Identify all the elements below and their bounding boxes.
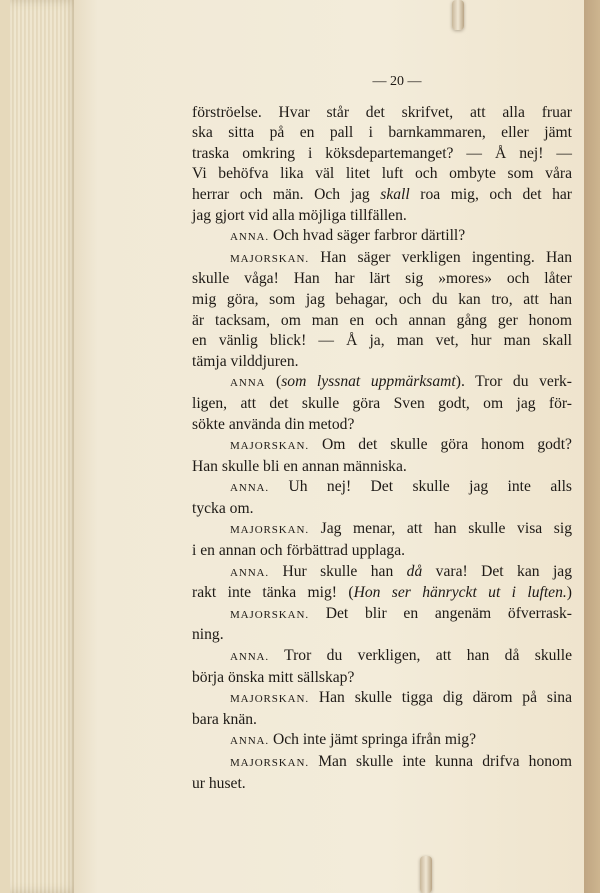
- text-line: [192, 688, 572, 710]
- text-line: [192, 185, 572, 206]
- line-text: (: [276, 373, 282, 391]
- text-line: [192, 144, 572, 165]
- text-line: [192, 604, 572, 626]
- stage-direction: som lyssnat uppmärksamt: [281, 373, 456, 391]
- text-line: [192, 774, 572, 795]
- text-line: [192, 668, 572, 689]
- line-text: i en annan och förbättrad upplaga.: [192, 542, 406, 560]
- text-line: [192, 103, 572, 124]
- speaker-name: MAJORSKAN.: [230, 524, 309, 537]
- page-stack: [10, 0, 80, 893]
- facing-page-edge: [584, 0, 600, 893]
- text-line: [192, 269, 572, 290]
- line-text: är tacksam, om man en och annan gång ger honom: [192, 311, 572, 329]
- line-text: ning.: [192, 626, 224, 644]
- line-text: tämja vilddjuren.: [192, 352, 299, 370]
- text-line: [192, 372, 572, 394]
- text-line: [192, 226, 572, 248]
- line-text: Tror du verkligen, att han då skulle: [284, 647, 573, 665]
- speaker-name: MAJORSKAN.: [230, 440, 309, 453]
- line-text: Uh nej! Det skulle jag inte alls: [288, 478, 572, 496]
- text-line: [192, 290, 572, 311]
- line-text: Vi behöfva lika väl litet luft och ombyte som våra: [192, 165, 572, 183]
- line-text: Han skulle bli en annan människa.: [192, 457, 407, 475]
- text-line: [192, 248, 572, 270]
- page-clip-top: [452, 0, 464, 30]
- text-line: [192, 625, 572, 646]
- page-number: — 20 —: [372, 74, 422, 89]
- line-text: sökte använda din metod?: [192, 415, 355, 433]
- speaker-name: ANNA.: [230, 482, 270, 495]
- line-text: Man skulle inte kunna drifva honom: [318, 753, 572, 770]
- speaker-name: ANNA.: [230, 651, 270, 664]
- line-text: bara knän.: [192, 710, 257, 728]
- text-line: [192, 646, 572, 668]
- line-text: förströelse. Hvar står det skrifvet, att alla fruar: [192, 103, 572, 121]
- line-text: roa mig, och det har: [409, 185, 572, 203]
- text-line: [192, 730, 572, 752]
- line-text: mig göra, som jag behagar, och du kan tro, att han: [192, 290, 572, 308]
- line-text: tycka om.: [192, 499, 254, 517]
- line-text: jag gjort vid alla möjliga tillfällen.: [192, 206, 407, 224]
- text-line: [192, 541, 572, 562]
- line-text: rakt inte tänka mig! (: [192, 584, 354, 602]
- line-text: traska omkring i köksdepartemanget? — Å nej! —: [192, 144, 572, 162]
- text-line: [192, 752, 572, 774]
- speaker-name: MAJORSKAN.: [230, 252, 309, 265]
- text-line: [192, 394, 572, 415]
- text-line: [192, 435, 572, 457]
- speaker-name: ANNA: [230, 377, 266, 390]
- speaker-name: MAJORSKAN.: [230, 608, 309, 621]
- speaker-name: ANNA.: [230, 231, 270, 244]
- text-line: [192, 331, 572, 352]
- text-line: [192, 457, 572, 478]
- line-text: Om det skulle göra honom godt?: [321, 436, 572, 454]
- text-line: [192, 710, 572, 731]
- text-line: [192, 164, 572, 185]
- line-text: ligen, att det skulle göra Sven godt, om jag för-: [192, 394, 572, 412]
- page-text: [192, 72, 572, 794]
- stage-direction: skall: [380, 185, 410, 203]
- stage-direction: Hon ser hänryckt ut i luften.: [353, 584, 567, 602]
- line-text: en vänlig blick! — Å ja, man vet, hur man skall: [192, 332, 572, 350]
- text-line: [192, 206, 572, 227]
- speaker-name: ANNA.: [230, 735, 270, 748]
- text-line: [192, 562, 572, 584]
- line-text: Han skulle tigga dig därom på sina: [318, 689, 572, 707]
- text-line: [192, 477, 572, 499]
- line-text: herrar och män. Och jag: [192, 185, 381, 203]
- text-line: [192, 123, 572, 144]
- line-text: ska sitta på en pall i barnkammaren, eller jämt: [192, 124, 572, 142]
- line-text: ). Tror du verk-: [455, 373, 573, 391]
- line-text: ): [566, 584, 572, 602]
- line-text: skulle våga! Han har lärt sig »mores» och låter: [192, 270, 572, 288]
- line-text: Och inte jämt springa ifrån mig?: [272, 731, 477, 749]
- text-line: [192, 352, 572, 373]
- speaker-name: MAJORSKAN.: [230, 693, 309, 706]
- text-lines: [192, 103, 572, 795]
- text-line: [192, 415, 572, 436]
- line-text: börja önska mitt sällskap?: [192, 668, 355, 686]
- text-line: [192, 311, 572, 332]
- text-line: [192, 583, 572, 604]
- line-text: vara! Det kan jag: [422, 562, 572, 580]
- line-text: Hur skulle han: [282, 562, 407, 580]
- text-line: [192, 519, 572, 541]
- speaker-name: MAJORSKAN.: [230, 757, 309, 769]
- page-clip-bottom: [420, 856, 432, 893]
- speaker-name: ANNA.: [230, 566, 270, 579]
- line-text: Det blir en angenäm öfverrask-: [325, 604, 572, 622]
- stage-direction: då: [406, 562, 423, 580]
- line-text: Han säger verkligen ingenting. Han: [320, 248, 572, 266]
- line-text: Och hvad säger farbror därtill?: [272, 227, 466, 245]
- line-text: Jag menar, att han skulle visa sig: [320, 520, 572, 538]
- text-line: [192, 499, 572, 520]
- line-text: ur huset.: [192, 774, 246, 792]
